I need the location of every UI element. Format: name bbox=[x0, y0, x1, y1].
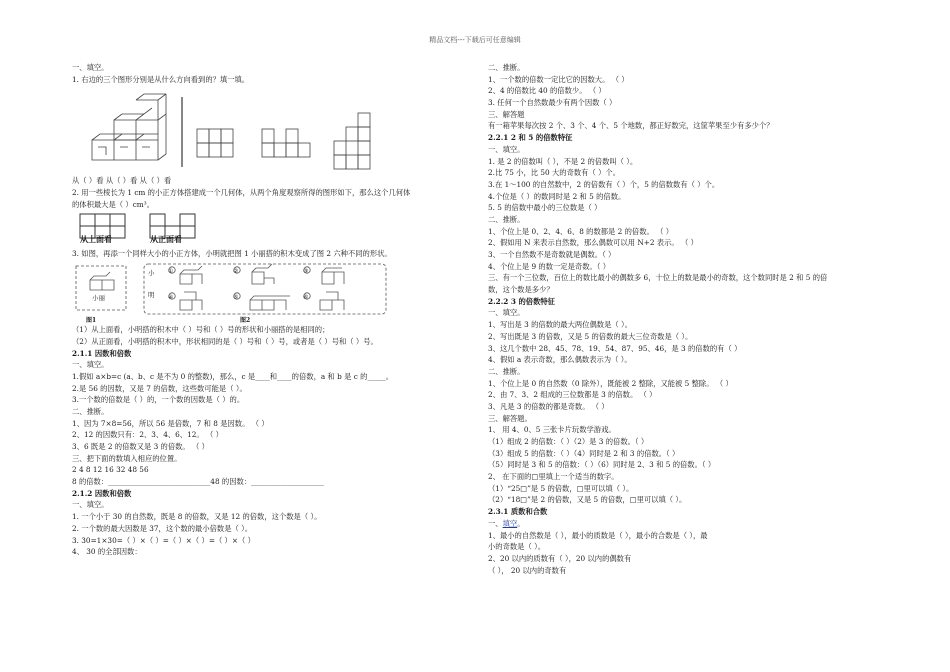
text-line: 二、推断。 bbox=[488, 366, 525, 376]
page-header: 精品文档---下载后可任意编辑 bbox=[429, 36, 521, 44]
text-suffix: 。 bbox=[517, 518, 525, 528]
left-column bbox=[72, 62, 464, 558]
text-line: 3、6 既是 2 的倍数又是 3 的倍数。 （ ） bbox=[72, 442, 209, 451]
blocks-illustration bbox=[72, 260, 392, 324]
text-line: 1、最小的自然数是（ ），最小的质数是（ ），最小的合数是（ ），最 bbox=[488, 530, 708, 540]
text-line: 3. 30=1×30=（ ）×（ ）=（ ）×（ ）=（ ）×（ ） bbox=[72, 535, 255, 545]
view-c bbox=[334, 113, 370, 169]
text-line: 3.一个数的倍数是（ ）的，一个数的因数是（ ）的。 bbox=[72, 395, 245, 405]
text-line: 3.在 1～100 的自然数中，2 的倍数有（ ）个，5 的倍数数有（ ）个。 bbox=[488, 179, 720, 189]
fig2-caption: 图2 bbox=[240, 317, 251, 325]
text-line: 一、填空。 bbox=[72, 500, 109, 510]
text-line: 8 的倍数：____________________________48 的因数：____________________ bbox=[72, 477, 325, 487]
text-line: 1、一个数的倍数一定比它的因数大。 （ ） bbox=[488, 74, 629, 84]
text-line: （2）“18□”是 2 的倍数，又是 5 的倍数，□里可以填（ ）。 bbox=[488, 495, 687, 505]
text-line: 4、个位上是 9 的数一定是奇数。（ ） bbox=[488, 261, 611, 271]
text-line: 2、12 的因数只有：2、3、4、6、12。 （ ） bbox=[72, 430, 223, 440]
section-title-2-3-1: 2.3.1 质数和合数 bbox=[488, 507, 548, 517]
text-line: （3）组成 5 的倍数：（ ）（4）同时是 2 和 3 的倍数。（ ） bbox=[488, 448, 680, 458]
question-3: 3. 如图，再添一个同样大小的小正方体，小明就把图 1 小丽搭的积木变成了图 2 六种不同的形状。 bbox=[72, 249, 392, 259]
text-line: （1）“25□”是 5 的倍数，□里可以填（ ）。 bbox=[488, 483, 634, 493]
text-line: 一、填空。 bbox=[488, 144, 525, 154]
text-line: 一、填空。 bbox=[72, 360, 109, 370]
text-line: 4.个位是（ ）的数同时是 2 和 5 的倍数。 bbox=[488, 191, 626, 201]
text-line: 2、由 7、3、2 组成的三位数都是 3 的倍数。 （ ） bbox=[488, 390, 657, 400]
block-figures bbox=[72, 260, 464, 324]
text-line: 一、填空。 bbox=[488, 308, 525, 318]
text-line: 1.假如 a×b=c (a、b、c 是不为 0 的整数)，那么，c 是____和____的倍数，a 和 b 是 c 的_____。 bbox=[72, 371, 394, 381]
circle-label-1: ① bbox=[168, 268, 174, 276]
front-view-label: 从正面看 bbox=[150, 234, 182, 245]
view-answer-blanks: 从（ ）看 从（ ）看 从（ ）看 bbox=[72, 176, 172, 186]
text-line: 1、个位上是 0、2、4、6、8 的数都是 2 的倍数。 （ ） bbox=[488, 226, 674, 236]
text-line: 三、把下面的数填入相应的位置。 bbox=[72, 453, 182, 463]
text-line: 5. 5 的倍数中最小的三位数是（ ） bbox=[488, 203, 602, 213]
circle-label-6: ⑥ bbox=[303, 294, 309, 302]
fig2-side-label-2: 明 bbox=[148, 291, 155, 300]
text-line: 1、因为 7×8=56，所以 56 是倍数，7 和 8 是因数。 （ ） bbox=[72, 418, 269, 428]
text-line: 2、假如用 N 来表示自然数，那么偶数可以用 N+2 表示。 （ ） bbox=[488, 238, 698, 248]
text-line: 二、推断。 bbox=[72, 406, 109, 416]
section-title-2-2-2: 2.2.2 3 的倍数特征 bbox=[488, 296, 555, 306]
text-line bbox=[488, 518, 883, 530]
view-b bbox=[262, 129, 310, 157]
text-line: 1. 是 2 的倍数叫（ ），不是 2 的倍数叫（ ）。 bbox=[488, 156, 638, 166]
text-line: 二、推断。 bbox=[488, 63, 525, 72]
question-2-cont: 的体积最大是（ ）cm³。 bbox=[72, 199, 154, 209]
text-line: 1、写出是 3 的倍数的最大两位偶数是（ ）。 bbox=[488, 320, 632, 330]
question-1: 1. 右边的三个图形分别是从什么方向看到的？填一填。 bbox=[72, 74, 250, 84]
text-line: 三、解答题。 bbox=[488, 413, 532, 423]
question-3-part-1: （1）从上面看，小明搭的积木中（ ）号和（ ）号的形状和小丽搭的是相同的； bbox=[72, 325, 330, 335]
view-a bbox=[197, 129, 233, 157]
text-line: 4、假如 a 表示奇数，那么偶数表示为（ ）。 bbox=[488, 355, 632, 365]
fig2-side-label-1: 小 bbox=[148, 269, 155, 278]
text-line: 1、个位上是 0 的自然数（0 除外），既能被 2 整除，又能被 5 整除。 （ ） bbox=[488, 378, 733, 388]
text-line: 3、一个自然数不是奇数就是偶数。（ ） bbox=[488, 250, 616, 259]
circle-label-2: ② bbox=[233, 268, 239, 276]
text-line: 2. 一个数的最大因数是 37，这个数的最小倍数是（ ）。 bbox=[72, 523, 253, 533]
text-line: 2.比 75 小，比 50 大的奇数有（ ）个。 bbox=[488, 168, 620, 178]
fig1-inner-label: 小丽 bbox=[92, 294, 105, 303]
text-line: （ ）， 20 以内的奇数有 bbox=[488, 565, 567, 575]
top-view-label: 从上面看 bbox=[80, 234, 112, 245]
text-line: 3、凡是 3 的倍数的都是奇数。 （ ） bbox=[488, 401, 609, 411]
text-line: 3. 任何一个自然数最少有两个因数（ ） bbox=[488, 98, 617, 108]
section-heading: 一、填空。 bbox=[72, 63, 109, 72]
three-views-illustration bbox=[72, 85, 392, 175]
text-line: 三、有一个三位数，百位上的数比最小的偶数多 6，十位上的数是最小的奇数，这个数同时是 2 和 5 的倍 bbox=[488, 273, 828, 283]
question-3-part-2: （2）从正面看，小明搭的积木中，形状相同的是（ ）号和（ ）号，或者是（ ）号和（ ）号。 bbox=[72, 336, 378, 346]
circle-label-4: ④ bbox=[168, 294, 174, 302]
cube-stack-3d bbox=[92, 94, 166, 160]
text-line: 二、推断。 bbox=[488, 214, 525, 224]
text-line: 三、解答题 bbox=[488, 109, 525, 119]
right-column bbox=[488, 62, 883, 576]
text-line: （1）组成 2 的倍数：（ ）（2）是 3 的倍数。（ ） bbox=[488, 437, 649, 446]
text-line: 有一箱苹果每次按 2 个、3 个、4 个、5 个地数，都正好数完，这筐苹果至少有多少个？ bbox=[488, 121, 774, 131]
circle-label-5: ⑤ bbox=[233, 294, 239, 302]
text-line: 数，这个数是多少？ bbox=[488, 285, 554, 295]
question-2: 2. 用一些棱长为 1 cm 的小正方体搭建成一个几何体，从两个角度观察所得的图形如下，那么这个几何体 bbox=[72, 188, 411, 198]
text-line: 2、写出既是 3 的倍数，又是 5 的倍数的最大三位奇数是（ ）。 bbox=[488, 331, 693, 341]
two-views-figure bbox=[72, 210, 464, 248]
circle-label-3: ③ bbox=[303, 268, 309, 276]
text-line: 4、 30 的全部因数： bbox=[72, 547, 142, 557]
section-title-2-1-1: 2.1.1 因数和倍数 bbox=[72, 348, 132, 358]
text-line: （5）同时是 3 和 5 的倍数：（ ）（6）同时是 2、3 和 5 的倍数。（ ） bbox=[488, 460, 716, 470]
text-line: 2、4 的倍数比 40 的倍数少。 （ ） bbox=[488, 86, 606, 96]
text-line: 3、这几个数中 28、45、78、19、54、87、95、46，是 3 的倍数的有（ ） bbox=[488, 343, 742, 353]
section-title-2-2-1: 2.2.1 2 和 5 的倍数特征 bbox=[488, 133, 573, 143]
fig1-caption: 图1 bbox=[86, 317, 97, 325]
text-line: 2、20 以内的质数有（ ），20 以内的偶数有 bbox=[488, 553, 632, 563]
text-line: 1、 用 4、0、5 三张卡片玩数学游戏。 bbox=[488, 425, 616, 435]
text-line: 2.是 56 的因数，又是 7 的倍数，这些数可能是（ ）。 bbox=[72, 383, 247, 393]
text-line: 小的奇数是（ ）。 bbox=[488, 542, 546, 552]
fill-in-link[interactable]: 填空 bbox=[502, 518, 518, 528]
text-line: 1. 一个小于 30 的自然数，既是 8 的倍数，又是 12 的倍数，这个数是（ ）。 bbox=[72, 512, 322, 522]
text-line: 2、 在下面的□里填上一个适当的数字。 bbox=[488, 472, 619, 482]
section-title-2-1-2: 2.1.2 因数和倍数 bbox=[72, 488, 132, 498]
number-list: 2 4 8 12 16 32 48 56 bbox=[72, 465, 149, 475]
text-prefix: 一、 bbox=[488, 518, 503, 528]
view-figures bbox=[72, 85, 464, 175]
